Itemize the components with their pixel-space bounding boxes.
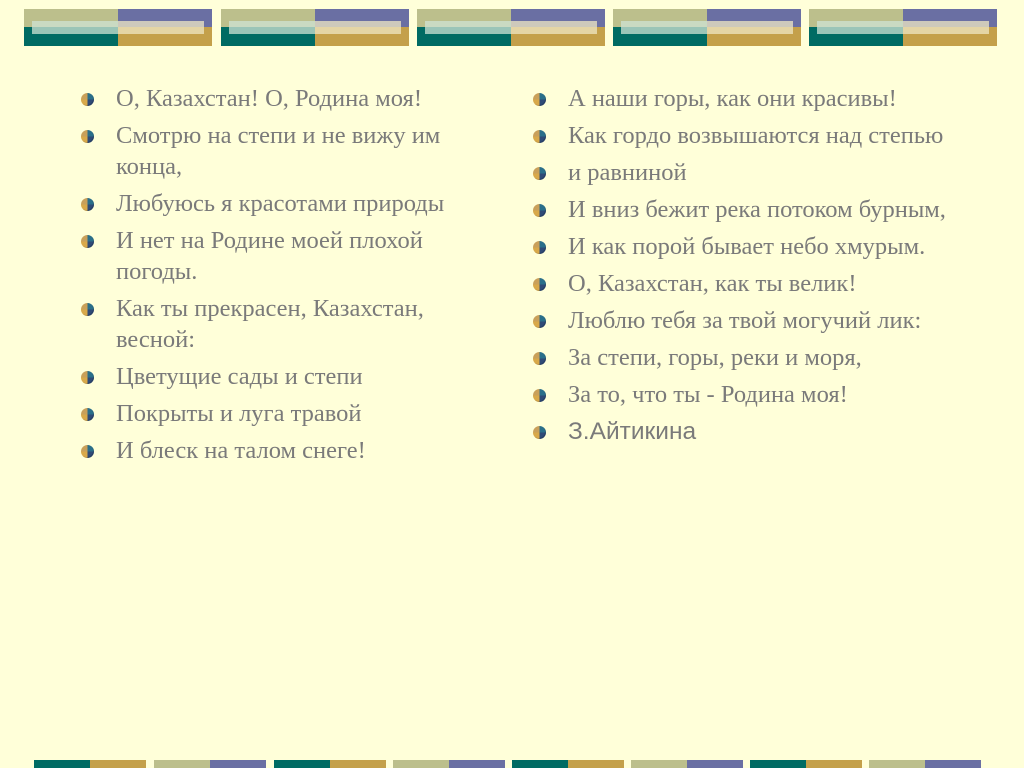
bullet-icon: [533, 315, 546, 328]
poem-line: Цветущие сады и степи: [78, 361, 498, 392]
bullet-icon: [533, 426, 546, 439]
decor-tile: [24, 9, 212, 46]
top-decorative-band: [24, 9, 1000, 46]
poem-line: Любуюсь я красотами природы: [78, 188, 498, 219]
decor-tile: [613, 9, 801, 46]
bullet-icon: [533, 241, 546, 254]
poem-author: З.Айтикина: [530, 416, 970, 447]
decor-tile: [34, 760, 146, 768]
poem-line: И как порой бывает небо хмурым.: [530, 231, 970, 262]
bullet-icon: [533, 389, 546, 402]
poem-line: И нет на Родине моей плохой погоды.: [78, 225, 498, 287]
poem-line: Люблю тебя за твой могучий лик:: [530, 305, 970, 336]
poem-line: И вниз бежит река потоком бурным,: [530, 194, 970, 225]
bullet-icon: [533, 130, 546, 143]
bullet-icon: [533, 278, 546, 291]
bullet-icon: [81, 198, 94, 211]
bullet-icon: [533, 352, 546, 365]
poem-right-column: [530, 83, 970, 453]
decor-tile: [393, 760, 505, 768]
poem-line: и равниной: [530, 157, 970, 188]
poem-line: А наши горы, как они красивы!: [530, 83, 970, 114]
poem-left-column: [78, 83, 498, 472]
bullet-icon: [81, 93, 94, 106]
bullet-icon: [533, 93, 546, 106]
poem-list-left: [78, 83, 498, 466]
bullet-icon: [81, 408, 94, 421]
bullet-icon: [81, 130, 94, 143]
bullet-icon: [81, 303, 94, 316]
poem-list-right: [530, 83, 970, 447]
poem-line: Как гордо возвышаются над степью: [530, 120, 970, 151]
decor-tile: [869, 760, 981, 768]
decor-tile: [417, 9, 605, 46]
decor-tile: [221, 9, 409, 46]
decor-tile: [512, 760, 624, 768]
poem-line: О, Казахстан! О, Родина моя!: [78, 83, 498, 114]
decor-tile: [809, 9, 997, 46]
bullet-icon: [81, 445, 94, 458]
bullet-icon: [81, 235, 94, 248]
poem-line: О, Казахстан, как ты велик!: [530, 268, 970, 299]
bottom-decorative-band: [34, 760, 984, 768]
bullet-icon: [533, 204, 546, 217]
decor-tile: [154, 760, 266, 768]
decor-tile: [750, 760, 862, 768]
poem-line: Смотрю на степи и не вижу им конца,: [78, 120, 498, 182]
bullet-icon: [81, 371, 94, 384]
poem-line: За степи, горы, реки и моря,: [530, 342, 970, 373]
bullet-icon: [533, 167, 546, 180]
poem-line: Покрыты и луга травой: [78, 398, 498, 429]
decor-tile: [274, 760, 386, 768]
poem-line: За то, что ты - Родина моя!: [530, 379, 970, 410]
poem-line: И блеск на талом снеге!: [78, 435, 498, 466]
poem-line: Как ты прекрасен, Казахстан, весной:: [78, 293, 498, 355]
decor-tile: [631, 760, 743, 768]
